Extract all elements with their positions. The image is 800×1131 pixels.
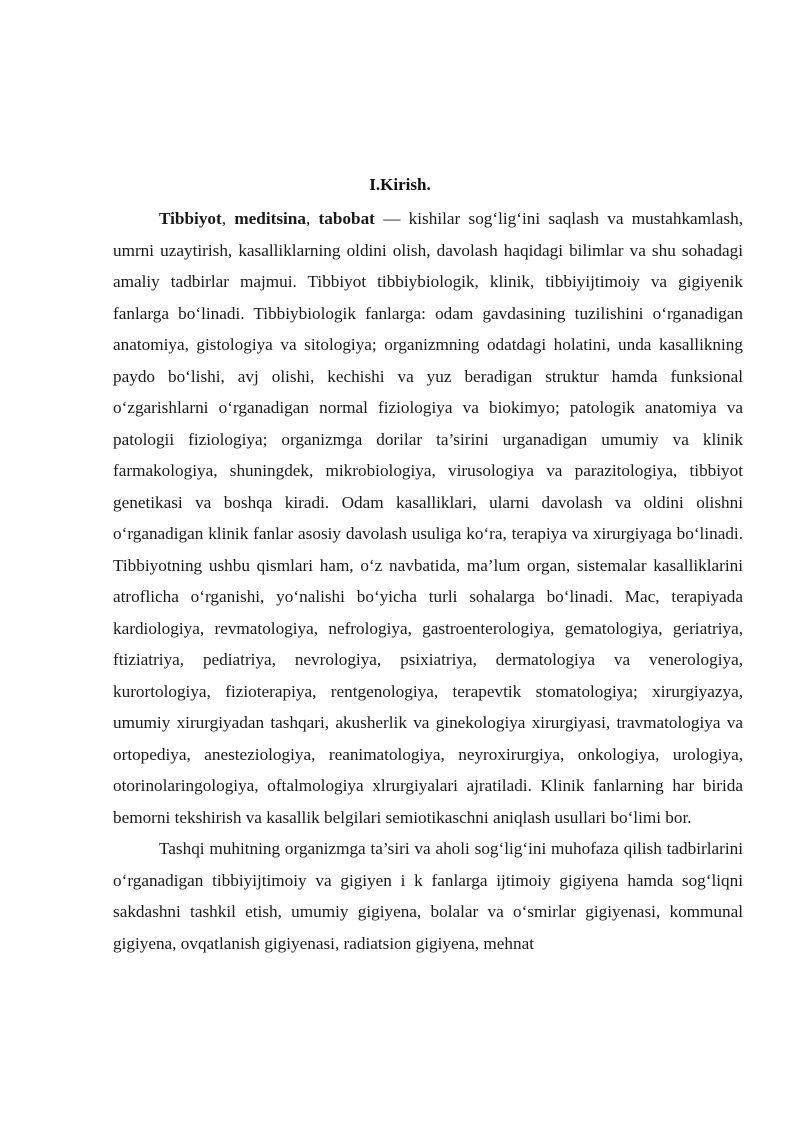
paragraph-hygiene: Tashqi muhitning organizmga ta’siri va aholi sog‘lig‘ini muhofaza qilish tadbirlarini o‘rganadigan tibbiyijtimoiy va gigiyen i k fanlarga ijtimoiy gigiyena hamda sog‘liqni sakdashni tashkil etish, umumiy gigiyena, bolalar va o‘smirlar gigiyenasi, kommunal gigiyena, ovqatlanish gigiyenasi, radiatsion gigiyena, mehnat (113, 839, 743, 953)
term-separator: , (305, 209, 319, 228)
term-separator: , (221, 209, 235, 228)
term-tibbiyot: Tibbiyot (159, 209, 222, 228)
paragraph-intro-text: — kishilar sog‘lig‘ini saqlash va mustahkamlash, umrni uzaytirish, kasalliklarning oldini olish, davolash haqidagi bilimlar va shu sohadagi amaliy tadbirlar majmui. Tibbiyot tibbiybiologik, klinik, tibbiyijtimoiy va gigiyenik fanlarga bo‘linadi. Tibbiybiologik fanlarga: odam gavdasining tuzilishini o‘rganadigan anatomiya, gistologiya va sitologiya; organizmning odatdagi holatini, unda kasallikning paydo bo‘lishi, avj olishi, kechishi va yuz beradigan struktur hamda funksional o‘zgarishlarni o‘rganadigan normal fiziologiya va biokimyo; patologik anatomiya va patologii fiziologiya; organizmga dorilar ta’sirini urganadigan umumiy va klinik farmakologiya, shuningdek, mikrobiologiya, virusologiya va parazitologiya, tibbiyot genetikasi va boshqa kiradi. Odam kasalliklari, ularni davolash va oldini olishni o‘rganadigan klinik fanlar asosiy davolash usuliga ko‘ra, terapiya va xirurgiyaga bo‘linadi. Tibbiyotning ushbu qismlari ham, o‘z navbatida, ma’lum organ, sistemalar kasalliklarini atroflicha o‘rganishi, yo‘nalishi bo‘yicha turli sohalarga bo‘linadi. Mac, terapiyada kardiologiya, revmatologiya, nefrologiya, gastroenterologiya, gematologiya, geriatriya, ftiziatriya, pediatriya, nevrologiya, psixiatriya, dermatologiya va venerologiya, kurortologiya, fizioterapiya, rentgenologiya, terapevtik stomatologiya; xirurgiyazya, umumiy xirurgiyadan tashqari, akusherlik va ginekologiya xirurgiyasi, travmatologiya va ortopediya, anesteziologiya, reanimatologiya, neyroxirurgiya, onkologiya, urologiya, otorinolaringologiya, oftalmologiya xlrurgiyalari ajratiladi. Klinik fanlarning har birida bemorni tekshirish va kasallik belgilari semiotikaschni aniqlash usullari bo‘limi bor. (113, 209, 744, 827)
paragraph-intro (113, 203, 743, 833)
document-body (113, 203, 743, 959)
page-title: I.Kirish. (369, 175, 431, 194)
term-tabobat: tabobat (318, 209, 375, 228)
term-meditsina: meditsina (234, 209, 306, 228)
